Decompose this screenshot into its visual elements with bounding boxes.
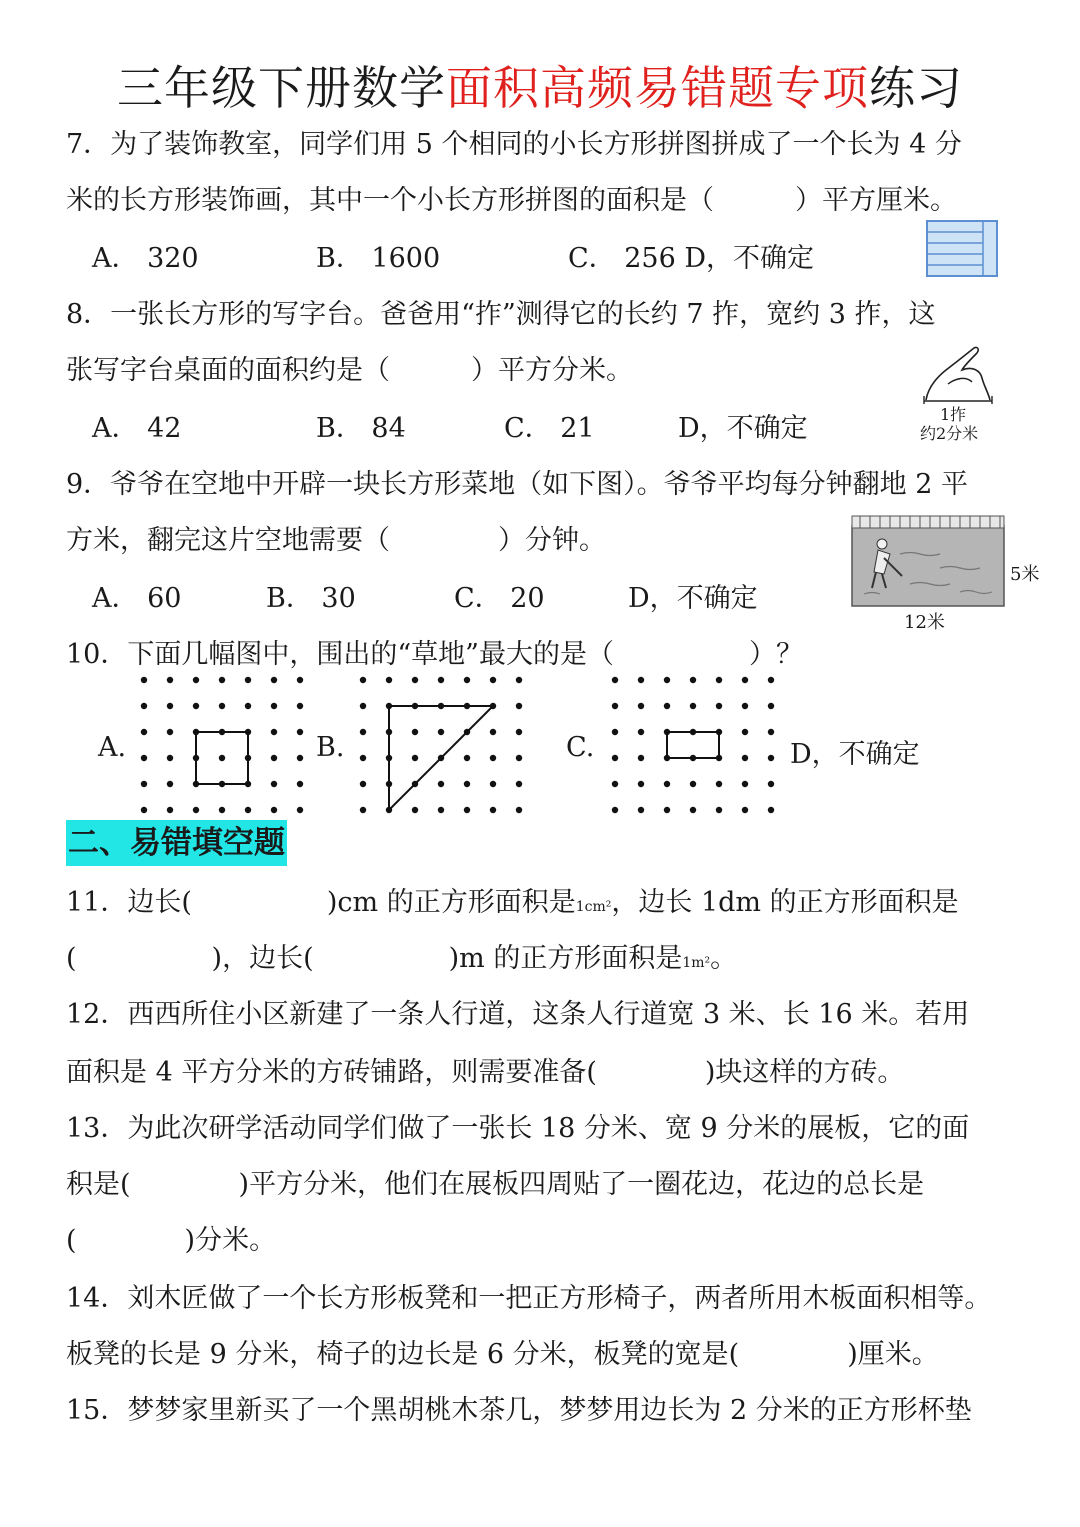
q11-text-a: 11．边长( )cm 的正方形面积是 [66,887,576,918]
q13-line-2: 积是( )平方分米，他们在展板四周贴了一圈花边，花边的总长是 [66,1169,925,1200]
grid-dot [612,729,618,735]
grid-dot [219,807,225,813]
page-title [0,52,1080,118]
grid-dot [490,807,496,813]
grid-dot [167,677,173,683]
grid-dot [245,703,251,709]
grid-dot [690,703,696,709]
grid-dot [516,729,522,735]
q14-line-2: 板凳的长是 9 分米，椅子的边长是 6 分米，板凳的宽是( )厘米。 [66,1339,939,1370]
hand-span-label: 1拃 [940,405,967,424]
grid-dot [464,755,470,761]
grid-dot [742,729,748,735]
grid-dot [297,703,303,709]
q15-line-1: 15．梦梦家里新买了一个黑胡桃木茶几，梦梦用边长为 2 分米的正方形杯垫 [66,1395,972,1426]
grid-dot [638,703,644,709]
hand-span-figure [918,344,998,404]
grid-dot [193,677,199,683]
q10-line-1: 10．下面几幅图中，围出的“草地”最大的是（ ）？ [66,639,803,670]
grid-dot [516,703,522,709]
q14-line-1: 14．刘木匠做了一个长方形板凳和一把正方形椅子，两者所用木板面积相等。 [66,1283,992,1314]
grid-dot [664,677,670,683]
grid-dot [360,755,366,761]
q10-label-d: D，不确定 [790,739,920,770]
grid-dot [141,781,147,787]
grid-dot [664,781,670,787]
grid-dot [612,807,618,813]
q8-line-1: 8．一张长方形的写字台。爸爸用“拃”测得它的长约 7 拃，宽约 3 拃，这 [66,299,936,330]
grid-dot [386,677,392,683]
grid-dot [768,703,774,709]
q7-line-1: 7．为了装饰教室，同学们用 5 个相同的小长方形拼图拼成了一个长为 4 分 [66,129,962,160]
grid-dot [464,781,470,787]
grid-dot [438,729,444,735]
grid-dot [768,729,774,735]
q9-option-c: C． 20 [454,583,545,614]
dot-grid-b [352,672,532,817]
q8-option-c: C． 21 [504,413,595,444]
grid-dot [716,781,722,787]
q11-unit-cm2: 1cm² [575,899,612,915]
grid-dot [297,755,303,761]
grid-dot [360,729,366,735]
q8-option-b: B． 84 [316,413,406,444]
grid-dot [516,807,522,813]
q11-text-d: 。 [710,943,738,974]
plot-length-label: 12米 [904,612,945,633]
q8-option-a: A． 42 [92,413,182,444]
q12-line-2: 面积是 4 平方分米的方砖铺路，则需要准备( )块这样的方砖。 [66,1057,905,1088]
grid-dot [612,703,618,709]
grid-dot [438,677,444,683]
grid-dot [516,755,522,761]
grid-dot [690,677,696,683]
grid-dot [438,781,444,787]
q9-option-d: D，不确定 [628,583,758,614]
grid-dot [271,781,277,787]
grid-dot [516,677,522,683]
grid-dot [271,755,277,761]
q12-line-1: 12．西西所住小区新建了一条人行道，这条人行道宽 3 米、长 16 米。若用 [66,999,970,1030]
grid-dot [360,677,366,683]
grid-dot [464,807,470,813]
q7-option-b: B． 1600 [316,243,441,274]
grid-dot [167,755,173,761]
hand-span-length: 约2分米 [920,424,979,443]
q9-line-1: 9．爷爷在空地中开辟一块长方形菜地（如下图）。爷爷平均每分钟翻地 2 平 [66,469,969,500]
grid-dot [141,677,147,683]
grid-dot [297,807,303,813]
grid-dot [141,703,147,709]
grid-dot [612,677,618,683]
q10-label-c: C. [566,732,595,763]
q9-option-b: B． 30 [266,583,356,614]
grid-dot [297,781,303,787]
grid-dot [716,703,722,709]
grid-dot [245,677,251,683]
grid-dot [360,703,366,709]
q13-line-1: 13．为此次研学活动同学们做了一张长 18 分米、宽 9 分米的展板，它的面 [66,1113,970,1144]
grid-dot [638,729,644,735]
grid-dot [690,781,696,787]
grid-dot [297,729,303,735]
grid-dot [167,807,173,813]
q7-option-c-d: C． 256 D，不确定 [568,243,815,274]
q10-label-a: A. [98,732,127,763]
q11-unit-m2: 1m² [682,955,711,971]
q11-line-2 [66,936,737,975]
grid-dot [664,807,670,813]
title-highlight: 面积高频易错题专项 [446,61,869,115]
grid-dot [412,807,418,813]
q9-option-a: A． 60 [92,583,182,614]
title-part-1: 三年级下册数学 [117,61,446,115]
grid-dot [271,807,277,813]
grid-dot [742,755,748,761]
grid-dot [412,677,418,683]
grid-dot [768,755,774,761]
grid-dot [219,703,225,709]
q11-line-1 [66,880,959,919]
q7-option-a: A． 320 [92,243,199,274]
q9-line-2: 方米，翻完这片空地需要（ ）分钟。 [66,525,606,556]
grid-dot [638,677,644,683]
grid-dot [490,729,496,735]
grid-dot [412,755,418,761]
q13-line-3: ( )分米。 [66,1225,277,1256]
grid-dot [141,755,147,761]
grid-dot [638,807,644,813]
grid-dot [490,677,496,683]
grid-dot [219,677,225,683]
q7-line-2: 米的长方形装饰画，其中一个小长方形拼图的面积是（ ）平方厘米。 [66,185,957,216]
grid-dot [271,677,277,683]
grid-dot [768,807,774,813]
grid-dot [245,807,251,813]
q11-text-b: ，边长 1dm 的正方形面积是 [611,887,959,918]
q8-line-2: 张写字台桌面的面积约是（ ）平方分米。 [66,355,633,386]
grid-dot [412,729,418,735]
grid-dot [167,729,173,735]
grid-dot [516,781,522,787]
grid-dot [742,677,748,683]
grid-dot [612,781,618,787]
grid-dot [360,781,366,787]
grid-dot [360,807,366,813]
grid-dot [167,703,173,709]
grid-dot [742,807,748,813]
grid-dot [141,729,147,735]
puzzle-rectangle-figure [926,220,998,278]
grid-dot [638,755,644,761]
grid-dot [742,703,748,709]
grid-dot [271,729,277,735]
grid-dot [193,703,199,709]
grid-dot [297,677,303,683]
q11-text-c: ( )，边长( )m 的正方形面积是 [66,943,683,974]
title-part-2: 练习 [869,61,963,115]
grid-dot [664,703,670,709]
grid-dot [612,755,618,761]
q10-label-b: B. [316,732,345,763]
grid-dot [490,755,496,761]
grid-dot [768,677,774,683]
grid-dot [638,781,644,787]
grid-dot [271,703,277,709]
grid-dot [690,807,696,813]
q8-option-d: D，不确定 [678,413,808,444]
vegetable-plot-figure [850,514,1010,608]
grid-dot [193,807,199,813]
grid-dot [464,677,470,683]
grid-dot [742,781,748,787]
grid-dot [438,807,444,813]
grid-dot [490,781,496,787]
section-heading: 二、易错填空题 [66,820,287,866]
grid-dot [768,781,774,787]
dot-grid-c [600,672,780,817]
grid-dot [167,781,173,787]
dot-grid-a [136,672,306,817]
grid-dot [716,807,722,813]
grid-dot [219,755,225,761]
grid-dot [141,807,147,813]
plot-width-label: 5米 [1010,564,1040,585]
grid-dot [716,677,722,683]
